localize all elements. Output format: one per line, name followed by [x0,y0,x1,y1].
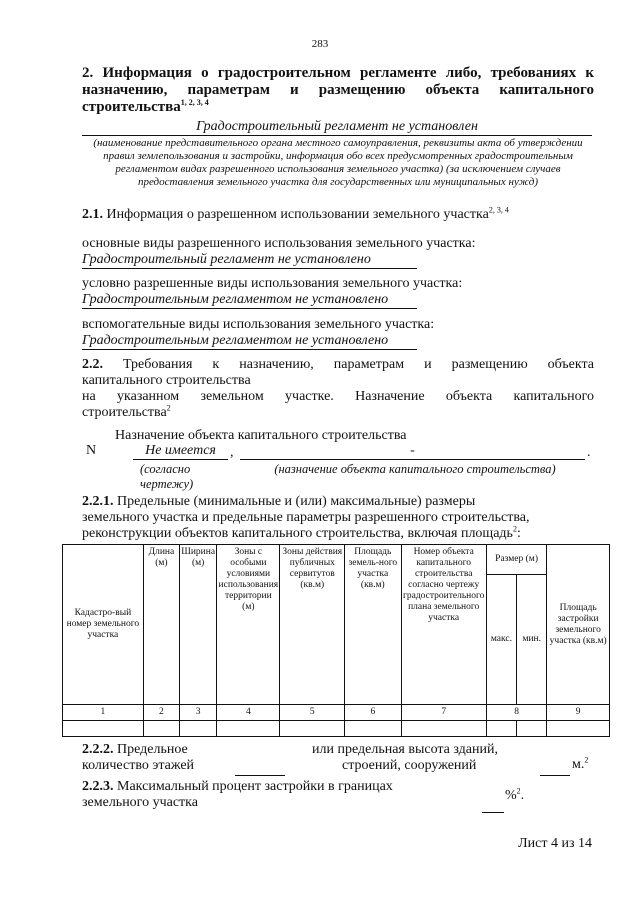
main-uses-value: Градостроительный регламент не установлено [82,252,417,269]
purpose-dot: . [587,445,591,460]
purpose-caption-right: (назначение объекта капитального строительства) [274,462,556,476]
parameters-table [62,544,610,737]
section-2-2-1-heading: 2.2.1. Предельные (минимальные и (или) максимальные) размеры земельного участка и предельные параметры разрешенного строительства, реконструкции объектов капитального строительства, включая площадь$^2$: [82,494,530,541]
sheet-counter: Лист 4 из 14 [518,836,592,851]
main-uses: основные виды разрешенного использования земельного участка: Градостроительный регламент не установлено [82,236,476,267]
purpose-comma: , [230,445,234,460]
purpose-number-value: Не имеется [133,443,228,460]
conditional-uses-value: Градостроительным регламентом не установлено [82,292,417,309]
section-2-1-heading: 2.1. Информация о разрешенном использовании земельного участка$^{2, 3, 4}$ [82,205,509,222]
col-size-max: макс. [486,575,516,705]
section-2-heading: 2. Информация о градостроительном регламенте либо, требованиях к назначению, параметрам и размещению объекта капитального строительства$^{1, 2, 3, 4}$ [82,65,594,115]
auxiliary-uses-value: Градостроительным регламентом не установлено [82,333,417,350]
column-numbers-row: 1 2 3 4 5 6 7 8 9 [63,705,610,721]
built-percent-unit: %$^2$. [505,786,525,803]
section-2-2-heading: 2.2. Требования к назначению, параметрам и размещению объекта капитального строительства на указанном земельном участке. Назначение объекта капитального строительства$^2$ [82,357,594,420]
regulation-value: Градостроительный регламент не установлен [82,118,592,136]
col-size: Размер (м) [486,545,547,575]
table-row [63,721,610,737]
col-object-number: Номер объекта капитального строительства согласно чертежу градостроительного плана земельного участка [401,545,486,705]
col-built-area: Площадь застройки земельного участка (кв.м) [547,545,610,705]
floors-blank [235,775,285,776]
col-size-min: мин. [517,575,547,705]
col-cadastral: Кадастро-вый номер земельного участка [63,545,144,705]
purpose-value: - [240,443,585,460]
purpose-n: N [86,443,97,458]
col-width: Ширина (м) [180,545,217,705]
height-label: или предельная высота зданий, строений, сооружений [312,742,498,773]
built-percent-label: 2.2.3. Максимальный процент застройки в границах земельного участка [82,779,393,810]
built-percent-blank [482,812,504,813]
purpose-caption-left: (согласно чертежу) [140,462,194,491]
col-length: Длина (м) [143,545,179,705]
height-blank [540,775,570,776]
col-servitude: Зоны действия публичных сервитутов (кв.м) [280,545,345,705]
purpose-title: Назначение объекта капитального строительства [115,428,407,443]
height-unit: м.$^2$ [572,755,589,772]
page-number: 283 [311,38,329,50]
regulation-note: (наименование представительного органа местного самоуправления, реквизиты акта об утверждении правил землепользования и застройки, информация обо всех предусмотренных градостроительным регламентом видах разрешенного использования земельного участка) (за исключением случаев предоставления земельного участка для государственных или муниципальных нужд) [93,137,583,188]
col-zones: Зоны с особыми условиями использования территории (м) [217,545,280,705]
col-area: Площадь земель-ного участка (кв.м) [345,545,402,705]
floors-label: 2.2.2. Предельное количество этажей [82,742,195,773]
conditional-uses: условно разрешенные виды использования земельного участка: Градостроительным регламентом не установлено [82,276,463,307]
auxiliary-uses: вспомогательные виды использования земельного участка: Градостроительным регламентом не установлено [82,317,435,348]
